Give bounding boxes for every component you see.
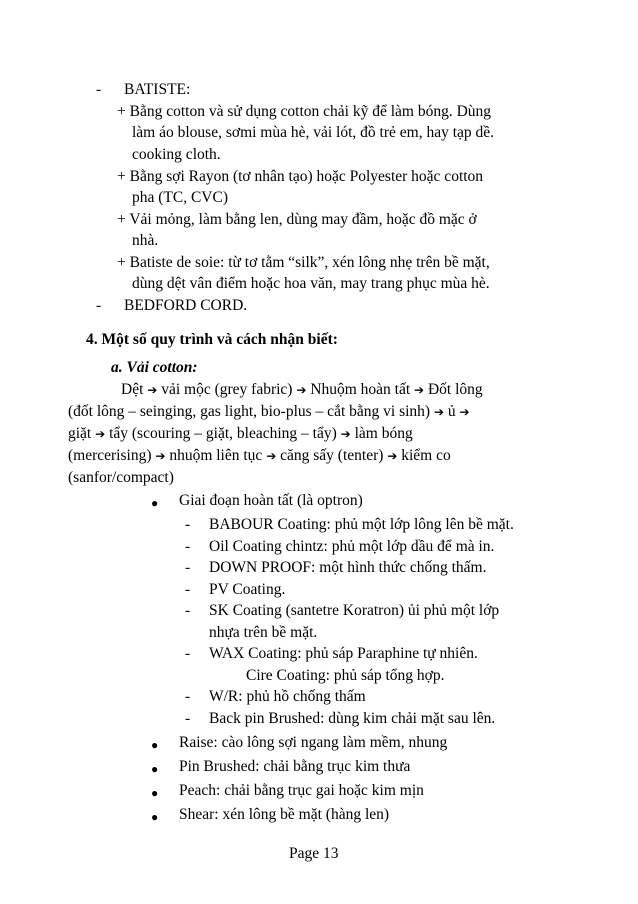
arrow-icon: ➔ [433,405,445,419]
process-step: Dệt [121,381,144,398]
process-step: làm bóng [354,425,413,442]
dash-marker: - [185,688,191,705]
process-line [68,445,451,468]
finish-item: DOWN PROOF: một hình thức chống thấm. [209,559,487,576]
process-step: Đốt lông [427,381,483,398]
dash-marker: - [185,538,191,555]
paragraph-line: + Batiste de soie: từ tơ tằm “silk”, xén lông nhẹ trên bề mặt, [117,254,490,271]
bullet-item: Pin Brushed: chải bằng trục kim thưa [179,758,411,775]
dash-marker: - [96,297,102,314]
process-line [121,379,483,402]
section-heading: 4. Một số quy trình và cách nhận biết: [86,331,338,348]
arrow-icon: ➔ [459,405,470,419]
finish-item: WAX Coating: phủ sáp Paraphine tự nhiên. [209,645,478,662]
dash-marker: - [185,645,191,662]
page-number: Page 13 [289,845,339,862]
process-step: tẩy (scouring – giặt, bleaching – tẩy) [109,425,337,442]
finish-item-continued: nhựa trên bề mặt. [209,624,318,641]
process-step: (mercerising) [68,447,152,464]
dash-marker: - [185,516,191,533]
arrow-icon: ➔ [266,449,277,463]
dash-marker: - [185,710,191,727]
process-line [68,401,470,424]
process-step: vải mộc (grey fabric) [161,381,293,398]
bullet-item: Peach: chải bằng trục gai hoặc kim mịn [179,782,424,799]
dash-marker: - [185,581,191,598]
finish-bullet: Giai đoạn hoàn tất (là optron) [179,492,363,509]
process-step: nhuộm liên tục [169,447,263,464]
finish-item: PV Coating. [209,581,286,598]
process-step: kiểm co [401,447,451,464]
bullet-icon: ● [151,810,159,824]
process-step: căng sấy (tenter) [280,447,384,464]
finish-item: SK Coating (santetre Koratron) ủi phủ một lớp [209,602,500,619]
bullet-item: Raise: cào lông sợi ngang làm mềm, nhung [179,734,448,751]
process-step: Nhuộm hoàn tất [310,381,411,398]
process-line: (sanfor/compact) [68,469,174,486]
dash-marker: - [185,602,191,619]
arrow-icon: ➔ [414,383,425,397]
process-line [68,423,413,446]
bullet-icon: ● [151,786,159,800]
process-step: ủ [447,403,456,420]
arrow-icon: ➔ [340,427,351,441]
arrow-icon: ➔ [296,383,307,397]
paragraph-line: + Bằng cotton và sử dụng cotton chải kỹ để làm bóng. Dùng [117,103,492,120]
paragraph-line: pha (TC, CVC) [132,189,229,206]
bullet-icon: ● [151,496,159,510]
paragraph-line: + Bằng sợi Rayon (tơ nhân tạo) hoặc Polyester hoặc cotton [117,168,484,185]
process-step: (đốt lông – seinging, gas light, bio-plus – cắt bằng vi sinh) [68,403,431,420]
arrow-icon: ➔ [155,449,166,463]
dash-marker: - [96,81,102,98]
paragraph-line: làm áo blouse, sơmi mùa hè, vải lót, đồ trẻ em, hay tạp dề. [132,124,495,141]
finish-item: W/R: phủ hồ chống thấm [209,688,366,705]
bullet-icon: ● [151,738,159,752]
subsection-heading: a. Vải cotton: [111,359,198,376]
process-step: giặt [68,425,92,442]
batiste-heading: BATISTE: [124,81,191,98]
arrow-icon: ➔ [95,427,106,441]
dash-marker: - [185,559,191,576]
finish-item: Oil Coating chintz: phủ một lớp dầu để mà in. [209,538,495,555]
paragraph-line: + Vải mỏng, làm bằng len, dùng may đầm, hoặc đồ mặc ở [117,211,477,228]
paragraph-line: cooking cloth. [132,146,221,163]
finish-item-indented: Cire Coating: phủ sáp tổng hợp. [246,667,445,684]
arrow-icon: ➔ [147,383,158,397]
bedford-heading: BEDFORD CORD. [124,297,248,314]
paragraph-line: nhà. [132,232,159,249]
paragraph-line: dùng dệt vân điểm hoặc hoa văn, may trang phục mùa hè. [132,275,490,292]
bullet-item: Shear: xén lông bề mặt (hàng len) [179,806,390,823]
bullet-icon: ● [151,762,159,776]
finish-item: Back pin Brushed: dùng kim chải mặt sau lên. [209,710,496,727]
finish-item: BABOUR Coating: phủ một lớp lông lên bề mặt. [209,516,514,533]
arrow-icon: ➔ [387,449,398,463]
